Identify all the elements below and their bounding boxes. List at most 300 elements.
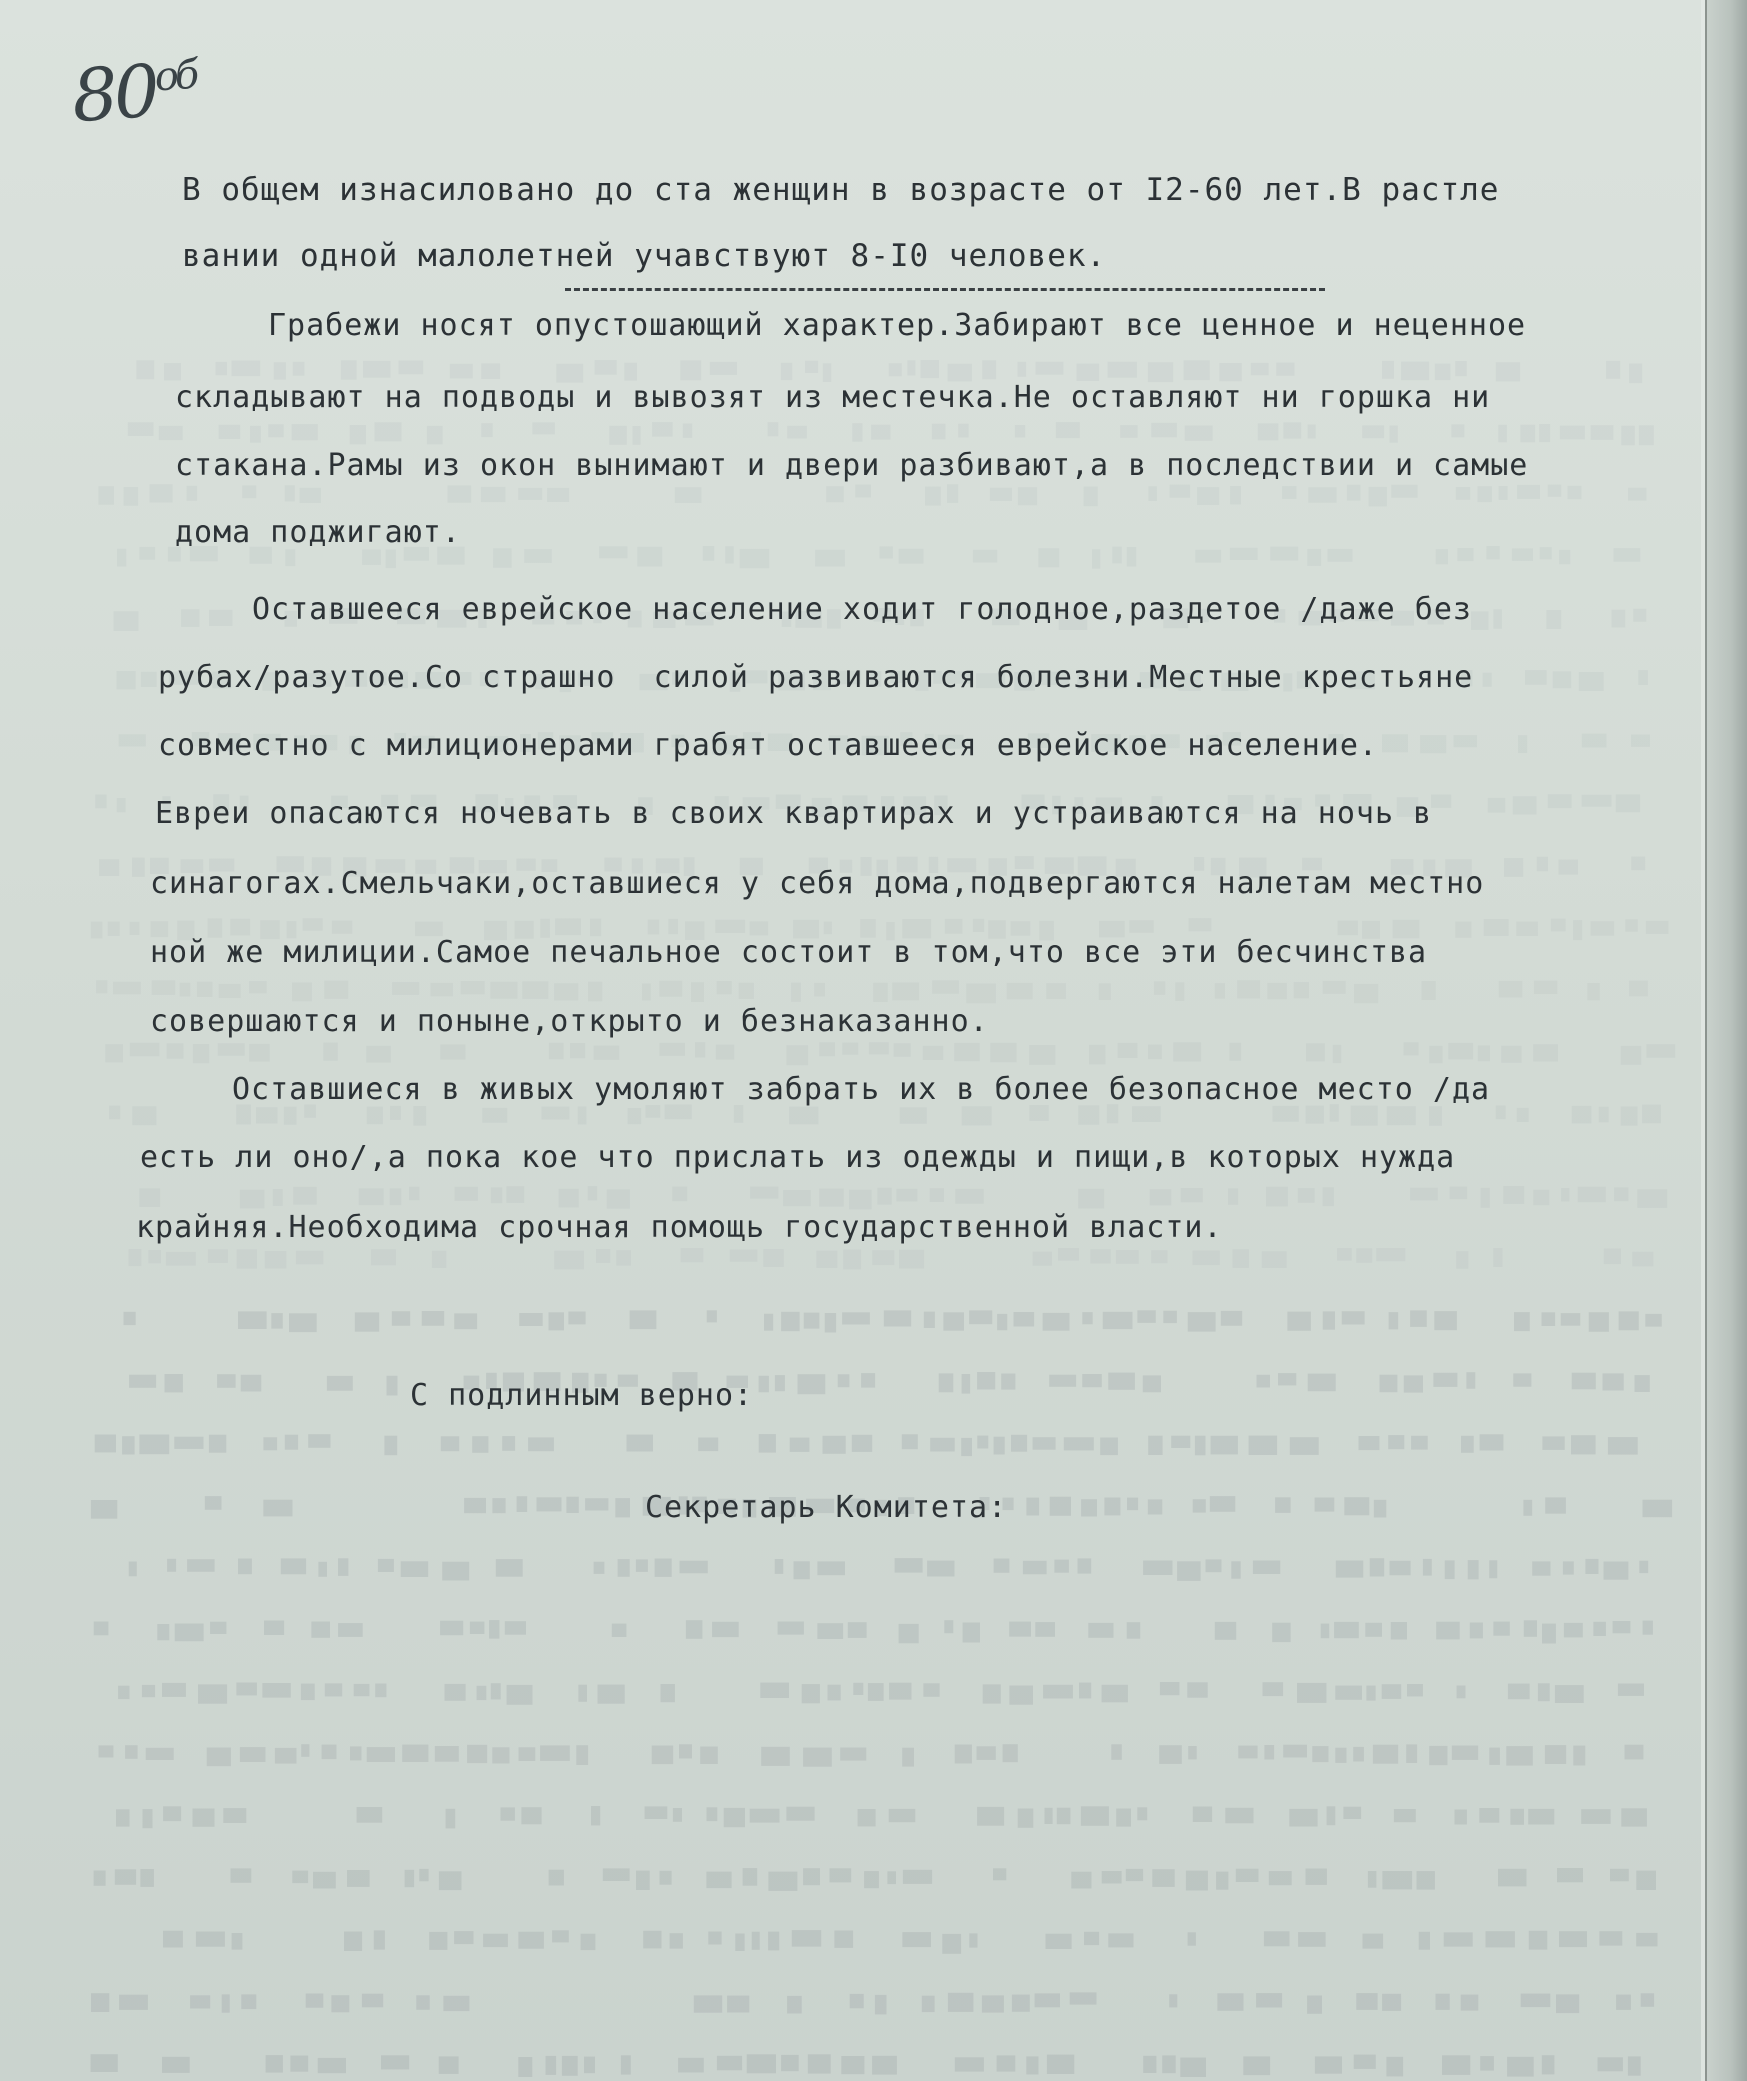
- bleed-stroke: [1498, 425, 1507, 443]
- bleed-stroke: [768, 1932, 779, 1951]
- bleed-stroke: [1347, 485, 1361, 501]
- bleed-stroke: [1273, 1106, 1299, 1122]
- bleed-stroke: [1518, 735, 1527, 753]
- bleed-stroke: [1524, 1620, 1537, 1637]
- bleed-stroke: [925, 487, 941, 506]
- bleed-stroke: [1514, 1312, 1530, 1331]
- bleed-stroke: [588, 1186, 597, 1200]
- bleed-stroke: [549, 1312, 565, 1330]
- bleed-stroke: [116, 1809, 130, 1826]
- bleed-stroke: [740, 549, 770, 568]
- bleed-stroke: [532, 422, 555, 434]
- bleed-stroke: [636, 1871, 650, 1890]
- bleed-stroke: [115, 1869, 136, 1885]
- bleed-stroke: [455, 1187, 478, 1201]
- bleed-stroke: [1582, 795, 1612, 807]
- bleed-stroke: [752, 1932, 760, 1950]
- bleed-stroke: [1276, 363, 1294, 376]
- bleed-stroke: [318, 1562, 327, 1577]
- bleed-stroke: [1499, 981, 1523, 998]
- bleed-stroke: [1253, 1561, 1280, 1575]
- bleed-stroke: [275, 1748, 297, 1764]
- bleed-stroke: [522, 981, 548, 999]
- bleed-stroke: [1470, 1623, 1483, 1639]
- bleed-stroke: [694, 1995, 722, 2012]
- bleed-stroke: [932, 980, 959, 993]
- bleed-stroke: [271, 1313, 283, 1329]
- bleed-stroke: [274, 362, 286, 379]
- bleed-stroke: [1559, 1931, 1587, 1947]
- bleed-stroke: [1228, 1188, 1238, 1204]
- bleed-stroke: [1264, 1931, 1290, 1946]
- bleed-stroke: [1216, 1872, 1228, 1890]
- bleed-stroke: [1436, 1622, 1460, 1640]
- bleed-stroke: [1429, 1746, 1447, 1765]
- bleed-stroke: [1009, 1686, 1033, 1705]
- bleed-stroke: [584, 2057, 595, 2074]
- bleed-stroke: [1211, 1436, 1238, 1455]
- bleed-stroke: [872, 1250, 894, 1265]
- bleed-stroke: [470, 1622, 485, 1634]
- bleed-stroke: [1404, 1042, 1419, 1055]
- bleed-stroke: [838, 1374, 850, 1387]
- bleed-stroke: [1610, 1869, 1629, 1882]
- bleed-stroke: [1582, 734, 1607, 748]
- bleed-stroke: [1099, 983, 1111, 1000]
- bleed-stroke: [1090, 1249, 1110, 1263]
- bleed-stroke: [181, 609, 199, 627]
- bleed-stroke: [1457, 548, 1473, 561]
- bleed-stroke: [491, 1187, 502, 1203]
- bleed-stroke: [292, 424, 318, 440]
- bleed-stroke: [1108, 362, 1137, 378]
- bleed-stroke: [1548, 794, 1572, 808]
- bleed-stroke: [445, 1684, 466, 1701]
- bleed-stroke: [805, 361, 818, 373]
- bleed-stroke: [1306, 1043, 1325, 1061]
- bleed-stroke: [930, 1188, 944, 1202]
- bleed-stroke: [590, 919, 601, 937]
- bleed-stroke: [209, 1435, 226, 1453]
- bleed-stroke: [1001, 1374, 1015, 1390]
- bleed-stroke: [1175, 982, 1184, 1001]
- bleed-stroke: [1036, 362, 1064, 375]
- bleed-stroke: [1545, 1745, 1566, 1764]
- bleed-stroke: [238, 1559, 252, 1575]
- bleed-stroke: [781, 1312, 800, 1331]
- bleed-stroke: [1484, 919, 1509, 936]
- bleed-stroke: [146, 1748, 174, 1760]
- bleed-stroke: [119, 734, 146, 746]
- bleed-stroke: [1493, 1622, 1509, 1636]
- bleed-stroke: [1589, 1312, 1609, 1332]
- bleed-stroke: [390, 1106, 401, 1120]
- bleed-stroke: [490, 982, 517, 999]
- bleed-stroke: [266, 2055, 283, 2073]
- bleed-stroke: [1219, 363, 1241, 381]
- bleed-stroke: [1578, 1187, 1606, 1203]
- bleed-stroke: [187, 486, 198, 501]
- bleed-stroke: [519, 1747, 536, 1761]
- bleed-stroke: [117, 798, 126, 812]
- bleed-stroke: [922, 1996, 935, 2012]
- bleed-stroke: [237, 1249, 257, 1268]
- bleed-stroke: [263, 1437, 277, 1450]
- bleed-stroke: [927, 1561, 954, 1577]
- bleed-stroke: [775, 1559, 784, 1574]
- bleed-stroke: [124, 1312, 136, 1325]
- bleed-stroke: [802, 1684, 820, 1703]
- bleed-stroke: [1215, 983, 1225, 998]
- bleed-stroke: [250, 426, 261, 443]
- bleed-stroke: [1629, 981, 1648, 997]
- bleed-stroke: [432, 1251, 446, 1268]
- bleed-stroke: [1489, 1560, 1497, 1578]
- bleed-stroke: [1483, 673, 1492, 687]
- bleed-stroke: [1466, 1372, 1475, 1389]
- bleed-stroke: [963, 1623, 980, 1643]
- bleed-stroke: [1283, 1745, 1307, 1758]
- bleed-stroke: [1338, 921, 1358, 936]
- bleed-stroke: [94, 1871, 106, 1886]
- bleed-stroke: [717, 2056, 742, 2071]
- bleed-stroke: [955, 2057, 984, 2071]
- bleed-stroke: [549, 1870, 564, 1886]
- bleed-stroke: [1461, 1995, 1479, 2011]
- bleed-stroke: [1078, 1558, 1092, 1573]
- bleed-stroke: [1015, 425, 1025, 438]
- bleed-stroke: [1411, 1436, 1428, 1450]
- bleed-stroke: [122, 1436, 135, 1454]
- bleed-stroke: [306, 1994, 324, 2008]
- bleed-stroke: [1328, 549, 1353, 562]
- bleed-stroke: [643, 1931, 661, 1949]
- bleed-stroke: [125, 1745, 138, 1759]
- bleed-stroke: [679, 1744, 692, 1758]
- bleed-stroke: [1516, 922, 1538, 937]
- bleed-stroke: [841, 2056, 864, 2074]
- bleed-stroke: [1188, 1746, 1197, 1759]
- bleed-stroke: [1193, 1499, 1206, 1512]
- bleed-stroke: [1351, 1106, 1378, 1126]
- bleed-stroke: [616, 1250, 631, 1265]
- bleed-stroke: [977, 1807, 1004, 1826]
- bleed-stroke: [764, 1314, 773, 1331]
- bleed-stroke: [1225, 1808, 1253, 1824]
- bleed-stroke: [1625, 1745, 1644, 1760]
- bleed-stroke: [921, 360, 940, 378]
- bleed-stroke: [1585, 1559, 1598, 1574]
- bleed-stroke: [566, 1497, 578, 1513]
- bleed-stroke: [483, 1934, 508, 1947]
- text-line: Оставшееся еврейское население ходит голодное,раздетое /даже без: [252, 592, 1472, 627]
- bleed-stroke: [896, 1189, 917, 1202]
- bleed-stroke: [1488, 798, 1506, 813]
- bleed-stroke: [136, 360, 154, 379]
- bleed-stroke: [642, 984, 651, 1001]
- bleed-stroke: [945, 919, 963, 934]
- bleed-stroke: [652, 422, 673, 437]
- bleed-stroke: [518, 1932, 544, 1949]
- bleed-stroke: [208, 1249, 228, 1263]
- bleed-stroke: [99, 1745, 114, 1757]
- bleed-stroke: [1614, 1187, 1628, 1201]
- bleed-stroke: [1267, 983, 1286, 999]
- bleed-stroke: [1003, 1744, 1018, 1762]
- bleed-stroke: [750, 1809, 780, 1823]
- bleed-stroke: [1282, 486, 1296, 499]
- bleed-stroke: [1406, 1744, 1417, 1763]
- bleed-stroke: [1334, 1622, 1359, 1638]
- bleed-stroke: [958, 424, 968, 438]
- bleed-stroke: [284, 1107, 297, 1125]
- bleed-stroke: [114, 611, 139, 631]
- bleed-stroke: [501, 1807, 515, 1820]
- bleed-stroke: [419, 1869, 428, 1881]
- bleed-stroke: [1606, 361, 1620, 379]
- certification-line: С подлинным верно:: [410, 1378, 754, 1413]
- bleed-stroke: [296, 1251, 324, 1265]
- bleed-stroke: [1057, 1808, 1071, 1825]
- bleed-stroke: [218, 1043, 245, 1056]
- bleed-stroke: [1050, 1497, 1071, 1516]
- bleed-stroke: [392, 982, 419, 995]
- bleed-stroke: [585, 1498, 608, 1510]
- bleed-stroke: [1388, 1435, 1404, 1449]
- bleed-stroke: [990, 1043, 1016, 1063]
- bleed-stroke: [386, 550, 396, 569]
- bleed-stroke: [285, 485, 295, 501]
- bleed-stroke: [1410, 1310, 1427, 1327]
- bleed-stroke: [691, 982, 704, 1002]
- bleed-stroke: [387, 1376, 398, 1396]
- bleed-stroke: [743, 1868, 758, 1886]
- bleed-stroke: [1160, 1682, 1180, 1695]
- bleed-stroke: [118, 1686, 129, 1699]
- bleed-stroke: [1382, 734, 1408, 752]
- bleed-stroke: [889, 363, 902, 376]
- bleed-stroke: [216, 362, 228, 375]
- bleed-stroke: [362, 1994, 383, 2008]
- bleed-stroke: [570, 1043, 585, 1058]
- text-line: рубах/разутое.Со страшно силой развиваются болезни.Местные крестьяне: [158, 660, 1474, 695]
- bleed-stroke: [427, 426, 443, 445]
- bleed-stroke: [997, 1314, 1007, 1330]
- bleed-stroke: [1011, 1435, 1027, 1452]
- bleed-stroke: [1444, 1932, 1473, 1946]
- bleed-stroke: [1127, 547, 1136, 567]
- bleed-stroke: [323, 1043, 338, 1061]
- bleed-stroke: [1598, 2057, 1623, 2071]
- bleed-stroke: [1486, 546, 1499, 559]
- bleed-stroke: [1363, 1934, 1384, 1949]
- text-line: совершаются и поныне,открыто и безнаказанно.: [150, 1004, 989, 1039]
- bleed-stroke: [109, 1106, 120, 1120]
- bleed-stroke: [1621, 1808, 1647, 1826]
- bleed-stroke: [1150, 1189, 1172, 1205]
- bleed-stroke: [804, 1313, 820, 1329]
- bleed-stroke: [858, 1809, 876, 1826]
- bleed-stroke: [621, 2055, 631, 2074]
- bleed-stroke: [1266, 1187, 1288, 1207]
- bleed-stroke: [861, 1373, 875, 1388]
- bleed-stroke: [1129, 920, 1153, 933]
- bleed-stroke: [781, 363, 792, 380]
- bleed-stroke: [1046, 1934, 1072, 1949]
- bleed-stroke: [1366, 1686, 1375, 1701]
- bleed-stroke: [1493, 1248, 1502, 1267]
- bleed-stroke: [680, 1561, 708, 1574]
- bleed-stroke: [1480, 2056, 1494, 2071]
- bleed-stroke: [568, 1312, 585, 1325]
- bleed-stroke: [1631, 857, 1645, 871]
- bleed-stroke: [241, 1994, 256, 2009]
- bleed-stroke: [652, 1746, 674, 1765]
- bleed-stroke: [1294, 982, 1309, 998]
- bleed-stroke: [1608, 1437, 1638, 1455]
- bleed-stroke: [983, 1684, 1001, 1703]
- bleed-stroke: [1342, 1311, 1365, 1324]
- bleed-stroke: [431, 983, 453, 997]
- bleed-stroke: [367, 1107, 383, 1125]
- bleed-stroke: [899, 549, 924, 564]
- bleed-stroke: [332, 921, 352, 934]
- bleed-stroke: [1420, 735, 1446, 753]
- bleed-stroke: [263, 1500, 292, 1517]
- bleed-stroke: [440, 1621, 463, 1636]
- bleed-stroke: [375, 1684, 386, 1698]
- bleed-stroke: [1058, 1248, 1079, 1261]
- bleed-stroke: [1249, 1436, 1278, 1455]
- bleed-stroke: [868, 1683, 884, 1701]
- bleed-stroke: [1308, 487, 1336, 502]
- bleed-stroke: [594, 1046, 620, 1060]
- bleed-stroke: [894, 1043, 911, 1057]
- bleed-stroke: [91, 1993, 109, 2012]
- bleed-stroke: [715, 920, 745, 933]
- bleed-stroke: [1315, 2056, 1342, 2073]
- bleed-stroke: [1637, 1189, 1667, 1208]
- bleed-stroke: [1306, 1869, 1327, 1885]
- bleed-stroke: [381, 2055, 409, 2069]
- bleed-stroke: [1478, 486, 1492, 502]
- bleed-stroke: [855, 485, 871, 498]
- bleed-stroke: [1078, 1189, 1104, 1209]
- bleed-stroke: [598, 1685, 625, 1704]
- bleed-stroke: [961, 1438, 972, 1456]
- bleed-stroke: [840, 1748, 866, 1761]
- bleed-stroke: [91, 2054, 118, 2072]
- bleed-stroke: [1557, 1868, 1583, 1882]
- bleed-stroke: [163, 1931, 183, 1948]
- bleed-stroke: [895, 1558, 923, 1573]
- bleed-stroke: [518, 488, 542, 500]
- bleed-stroke: [787, 426, 807, 439]
- bleed-stroke: [506, 1186, 524, 1203]
- bleed-stroke: [889, 1809, 916, 1822]
- bleed-stroke: [1559, 550, 1570, 564]
- bleed-stroke: [1307, 1996, 1322, 2014]
- bleed-stroke: [130, 1043, 160, 1057]
- bleed-stroke: [1187, 1682, 1207, 1697]
- bleed-stroke: [1079, 1683, 1091, 1699]
- bleed-stroke: [735, 1934, 744, 1952]
- bleed-stroke: [289, 1313, 317, 1332]
- bleed-stroke: [581, 1934, 596, 1950]
- bleed-stroke: [1436, 549, 1448, 564]
- bleed-stroke: [884, 1310, 911, 1326]
- bleed-stroke: [1185, 426, 1213, 441]
- bleed-stroke: [193, 1809, 215, 1827]
- bleed-stroke: [1171, 1436, 1190, 1448]
- bleed-stroke: [1512, 548, 1533, 561]
- bleed-stroke: [969, 1310, 992, 1324]
- bleed-stroke: [681, 1248, 704, 1262]
- bleed-stroke: [944, 1620, 953, 1633]
- bleed-stroke: [1591, 921, 1615, 935]
- bleed-stroke: [1148, 1045, 1162, 1060]
- bleed-stroke: [554, 983, 578, 1000]
- bleed-stroke: [1056, 422, 1080, 438]
- bleed-stroke: [1264, 1745, 1274, 1760]
- bleed-stroke: [630, 1310, 657, 1329]
- bleed-stroke: [197, 982, 213, 997]
- bleed-stroke: [1054, 1560, 1069, 1573]
- bleed-stroke: [143, 1809, 153, 1828]
- bleed-stroke: [1431, 795, 1451, 808]
- bleed-stroke: [232, 1933, 243, 1950]
- bleed-stroke: [1251, 363, 1269, 375]
- bleed-stroke: [1321, 1624, 1330, 1639]
- bleed-stroke: [281, 1558, 306, 1574]
- bleed-stroke: [1561, 1188, 1569, 1202]
- bleed-stroke: [1639, 425, 1654, 445]
- bleed-stroke: [948, 364, 972, 382]
- bleed-stroke: [367, 1747, 395, 1762]
- bleed-stroke: [1498, 1869, 1527, 1887]
- text-line: есть ли оно/,а пока кое что прислать из одежды и пищи,в которых нужда: [140, 1140, 1456, 1175]
- bleed-stroke: [1335, 1748, 1346, 1763]
- bleed-stroke: [374, 1930, 385, 1949]
- bleed-stroke: [768, 422, 779, 436]
- bleed-stroke: [1534, 981, 1557, 995]
- bleed-stroke: [1229, 1043, 1241, 1061]
- bleed-stroke: [1195, 1436, 1206, 1456]
- bleed-stroke: [948, 1993, 974, 2012]
- bleed-stroke: [1448, 1043, 1473, 1060]
- bleed-stroke: [105, 1044, 123, 1062]
- bleed-stroke: [1540, 547, 1552, 559]
- bleed-stroke: [1353, 1747, 1364, 1762]
- bleed-stroke: [236, 1105, 251, 1125]
- bleed-stroke: [384, 1436, 397, 1456]
- bleed-stroke: [443, 1996, 469, 2011]
- bleed-stroke: [725, 546, 734, 563]
- bleed-stroke: [982, 360, 996, 379]
- bleed-stroke: [1572, 1106, 1592, 1124]
- bleed-stroke: [1297, 1683, 1326, 1703]
- bleed-stroke: [599, 546, 627, 558]
- bleed-stroke: [249, 981, 267, 993]
- bleed-stroke: [849, 1190, 872, 1210]
- bleed-stroke: [1243, 2056, 1270, 2075]
- bleed-stroke: [637, 547, 662, 567]
- bleed-stroke: [150, 484, 173, 502]
- bleed-stroke: [877, 1188, 891, 1205]
- page-number-suffix: об: [153, 51, 197, 101]
- bleed-stroke: [549, 1043, 564, 1060]
- bleed-stroke: [303, 918, 323, 930]
